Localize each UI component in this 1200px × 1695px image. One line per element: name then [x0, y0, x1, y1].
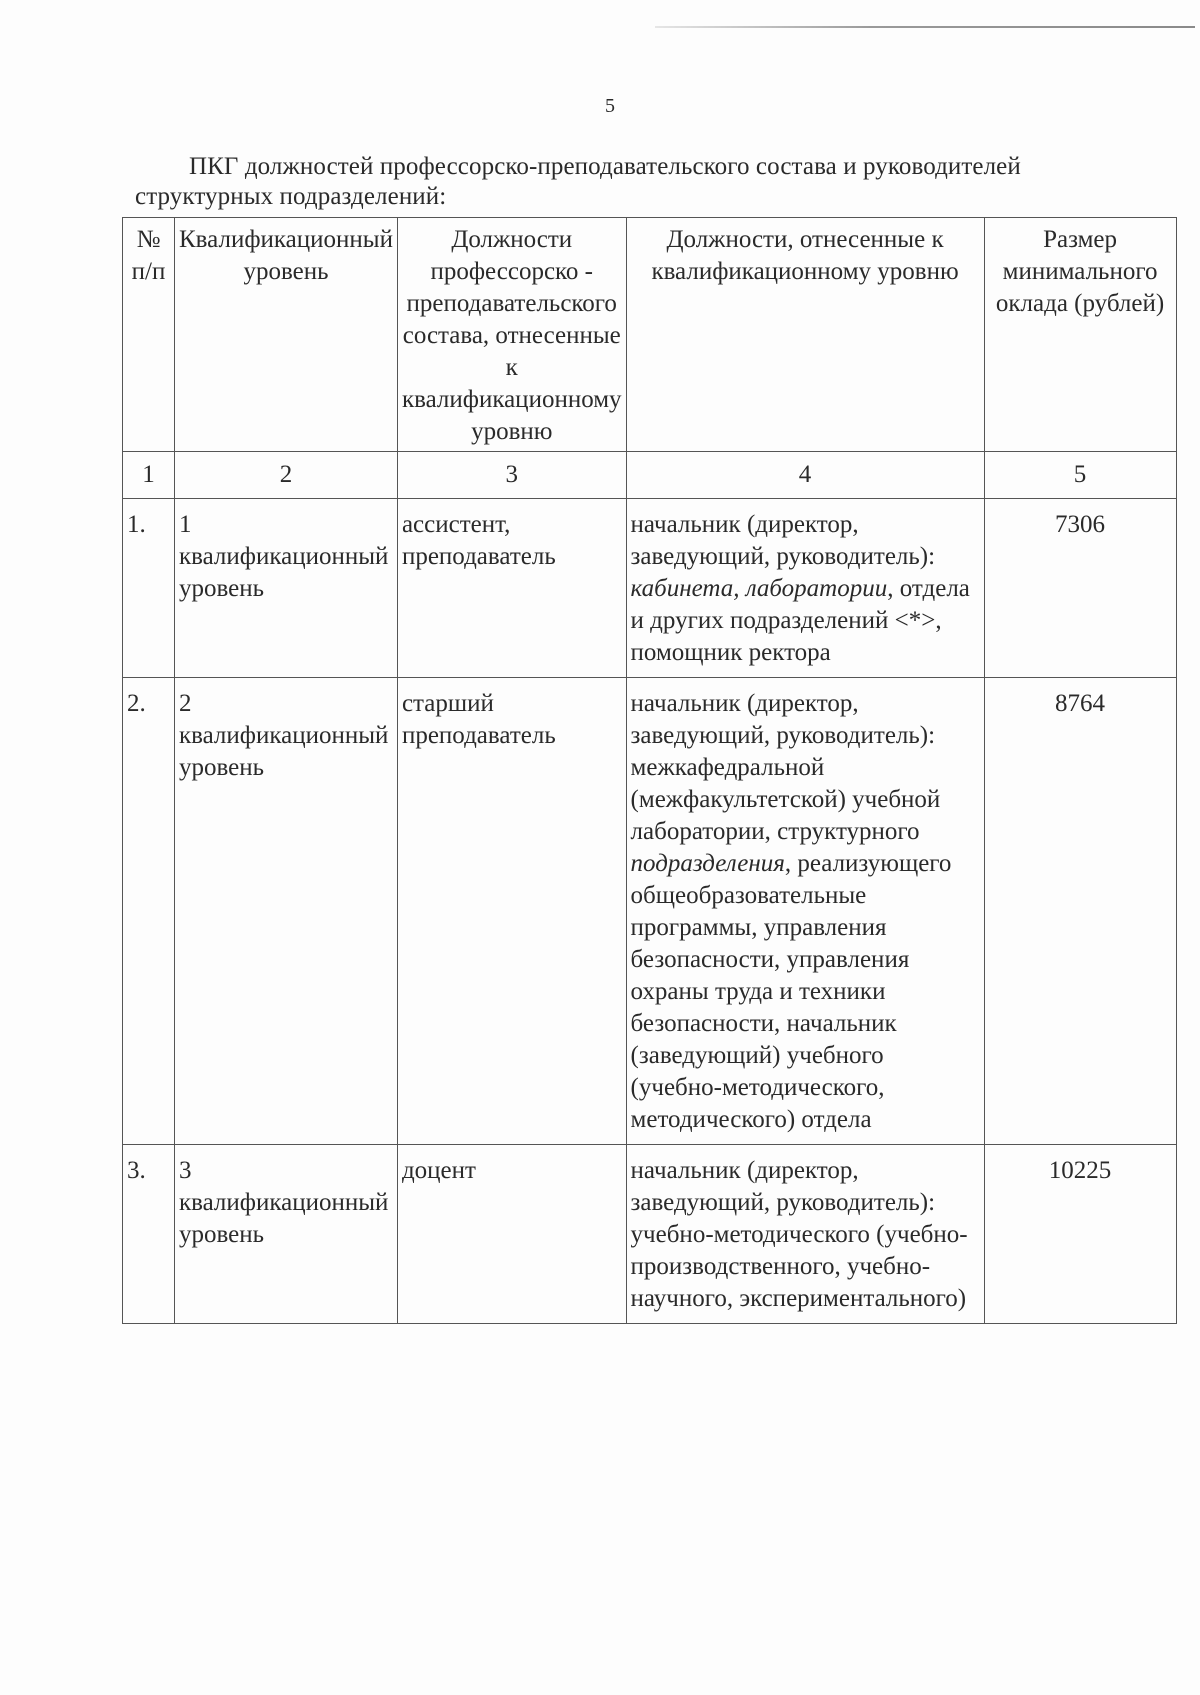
column-number: 1: [123, 452, 175, 499]
header-cell-positions: Должности, отнесенные к квалификационному уровню: [626, 218, 984, 452]
table-header-row: [123, 218, 1177, 452]
header-cell-salary: Размер минимального оклада (рублей): [984, 218, 1176, 452]
positions-text: , отдела и других подразделений <*>, помощник ректора: [630, 575, 970, 666]
row-positions: [626, 499, 984, 678]
row-pps-positions: старший преподаватель: [397, 678, 626, 1145]
row-salary: 10225: [984, 1145, 1176, 1324]
header-cell-level: Квалификационный уровень: [175, 218, 398, 452]
row-number: 2.: [123, 678, 175, 1145]
row-pps-positions: доцент: [397, 1145, 626, 1324]
table-row: [123, 1145, 1177, 1324]
positions-text: начальник (директор, заведующий, руководитель): учебно-методического (учебно-производственного, учебно-научного, экспериментального): [630, 1157, 968, 1312]
row-number: 3.: [123, 1145, 175, 1324]
header-cell-number: № п/п: [123, 218, 175, 452]
row-salary: 7306: [984, 499, 1176, 678]
positions-italic-text: кабинета, лаборатории: [630, 575, 888, 602]
table-row: [123, 499, 1177, 678]
positions-text: , реализующего общеобразовательные программы, управления безопасности, управления охраны труда и техники безопасности, начальник (заведующий) учебного (учебно-методического, методического) отдела: [630, 850, 952, 1133]
row-positions: [626, 678, 984, 1145]
column-number: 5: [984, 452, 1176, 499]
intro-paragraph: ПКГ должностей профессорско-преподавательского состава и руководителей структурных подразделений:: [135, 153, 1021, 210]
row-positions: [626, 1145, 984, 1324]
row-salary: 8764: [984, 678, 1176, 1145]
table-row: [123, 678, 1177, 1145]
column-number: 3: [397, 452, 626, 499]
row-level: 1 квалификационный уровень: [175, 499, 398, 678]
column-number: 2: [175, 452, 398, 499]
positions-text: начальник (директор, заведующий, руководитель): межкафедральной (межфакультетской) учебной лаборатории, структурного: [630, 690, 941, 845]
column-number-row: [123, 452, 1177, 499]
positions-italic-text: подразделения: [630, 850, 785, 877]
scan-edge-line: [655, 26, 1195, 28]
header-cell-pps: Должности профессорско - преподавательского состава, отнесенные к квалификационному уровню: [397, 218, 626, 452]
row-number: 1.: [123, 499, 175, 678]
row-level: 2 квалификационный уровень: [175, 678, 398, 1145]
qualification-table: [122, 217, 1177, 1324]
row-pps-positions: ассистент, преподаватель: [397, 499, 626, 678]
row-level: 3 квалификационный уровень: [175, 1145, 398, 1324]
page-number: 5: [605, 95, 615, 117]
positions-text: начальник (директор, заведующий, руководитель):: [630, 511, 936, 570]
column-number: 4: [626, 452, 984, 499]
